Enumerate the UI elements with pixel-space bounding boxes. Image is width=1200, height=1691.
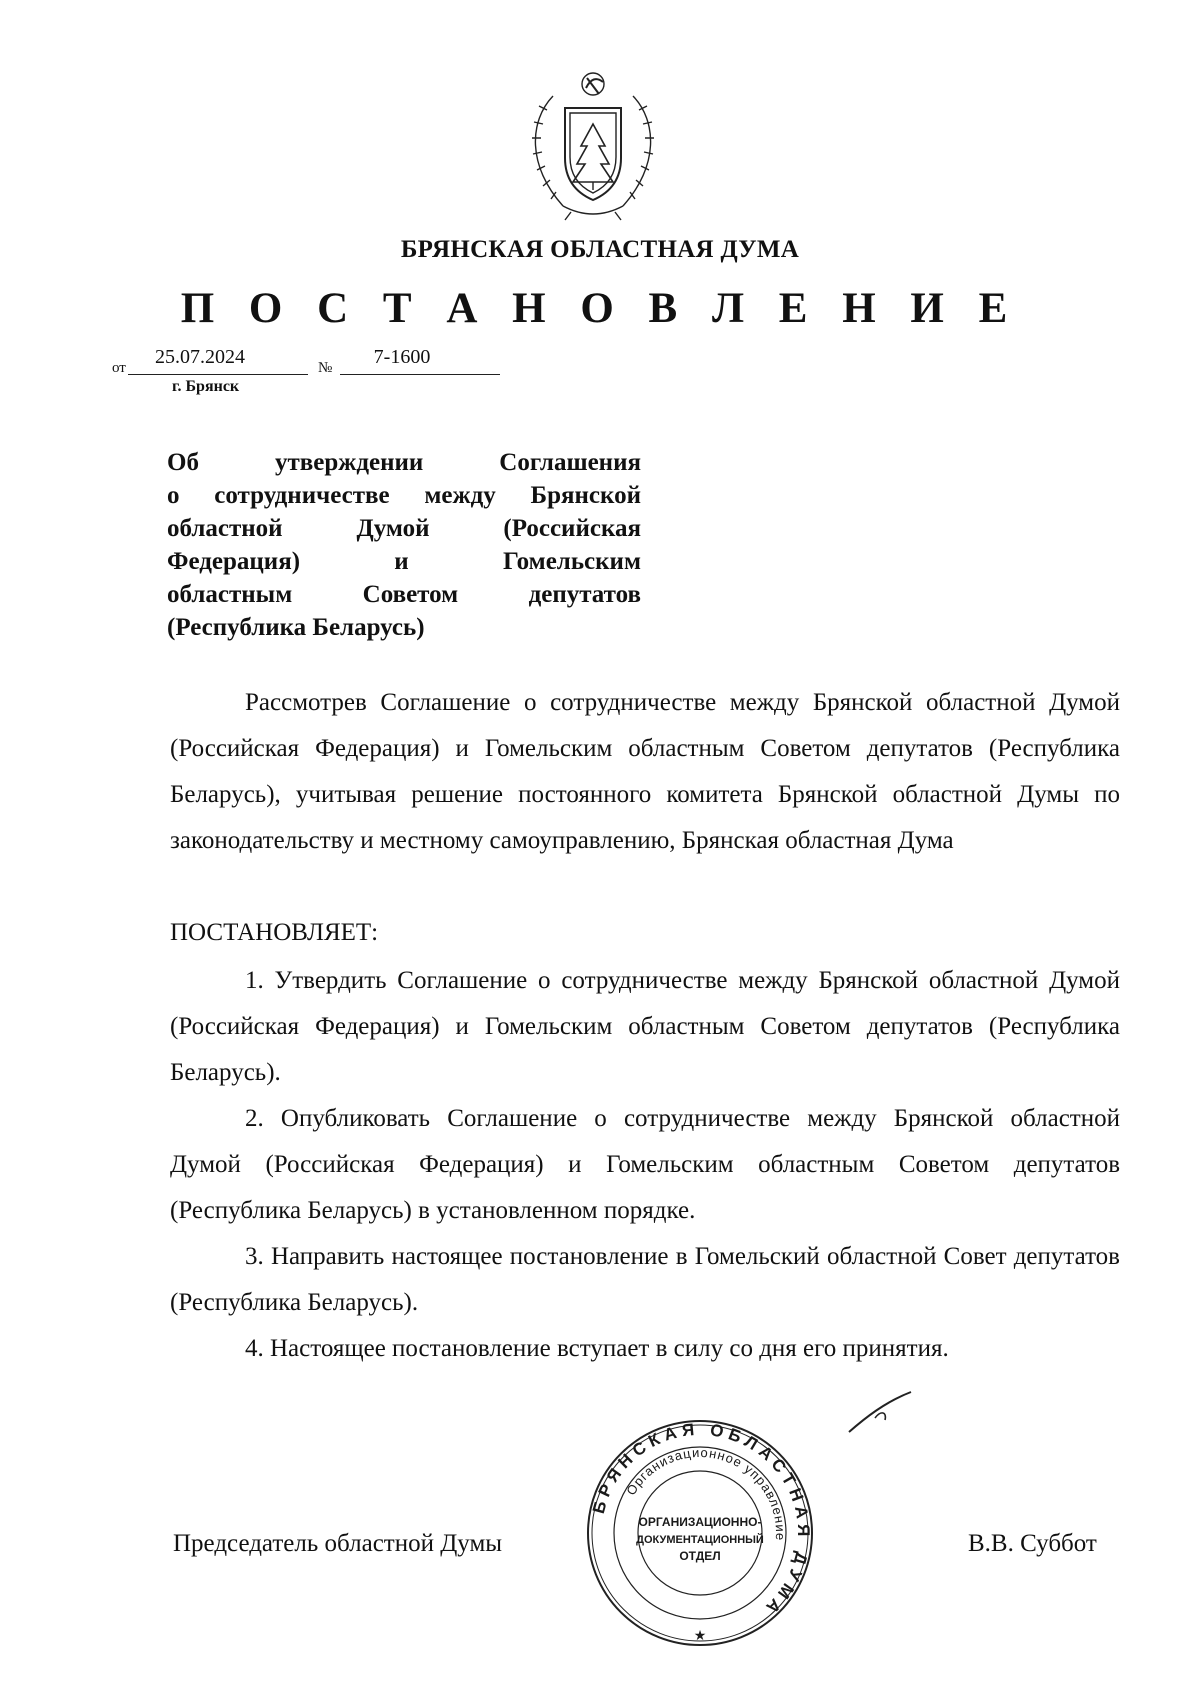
title-line: (Республика Беларусь) bbox=[167, 614, 425, 641]
number-underline bbox=[340, 374, 500, 375]
document-type: П О С Т А Н О В Л Е Н И Е bbox=[180, 285, 1020, 332]
signatory-name: В.В. Суббот bbox=[968, 1530, 1097, 1557]
city: г. Брянск bbox=[172, 378, 240, 395]
title-line: о сотрудничестве между Брянской bbox=[167, 482, 641, 509]
stamp-inner-text: Организационное управление bbox=[623, 1444, 789, 1542]
signature-mark bbox=[845, 1388, 915, 1436]
number-label: № bbox=[318, 360, 333, 376]
resolution-item: 2. Опубликовать Соглашение о сотрудничестве между Брянской областной Думой (Российская Федерация) и Гомельским областным Советом депутатов (Республика Беларусь) в установленном порядке. bbox=[170, 1105, 1120, 1224]
resolves-heading: ПОСТАНОВЛЯЕТ: bbox=[170, 919, 379, 946]
date-label: от bbox=[112, 360, 126, 376]
stamp-center-line: ДОКУМЕНТАЦИОННЫЙ bbox=[636, 1534, 764, 1546]
title-line: Федерация) и Гомельским bbox=[167, 548, 641, 575]
resolution-item: 1. Утвердить Соглашение о сотрудничестве между Брянской областной Думой (Российская Федерация) и Гомельским областным Советом депутатов (Республика Беларусь). bbox=[170, 967, 1120, 1086]
preamble-paragraph: Рассмотрев Соглашение о сотрудничестве между Брянской областной Думой (Российская Федерация) и Гомельским областным Советом депутатов (Республика Беларусь), учитывая решение постоянного комитета Брянской областной Думы по законодательству и местному самоуправлению, Брянская областная Дума bbox=[170, 689, 1120, 854]
signatory-role: Председатель областной Думы bbox=[173, 1530, 503, 1557]
resolution-item: 3. Направить настоящее постановление в Гомельский областной Совет депутатов (Республика Беларусь). bbox=[170, 1243, 1120, 1316]
document-number: 7-1600 bbox=[373, 346, 431, 368]
resolution-items bbox=[170, 958, 1120, 1372]
svg-text:★: ★ bbox=[693, 1629, 707, 1644]
stamp-center-line: ОТДЕЛ bbox=[679, 1549, 721, 1563]
official-stamp-icon bbox=[585, 1418, 815, 1648]
title-line: областным Советом депутатов bbox=[167, 581, 641, 608]
coat-of-arms-icon bbox=[523, 66, 663, 226]
resolution-item: 4. Настоящее постановление вступает в силу со дня его принятия. bbox=[245, 1335, 949, 1362]
stamp-center-line: ОРГАНИЗАЦИОННО- bbox=[638, 1515, 762, 1529]
document-date: 25.07.2024 bbox=[155, 346, 245, 368]
date-underline bbox=[128, 374, 308, 375]
stamp-outer-text: БРЯНСКАЯ ОБЛАСТНАЯ ДУМА bbox=[588, 1419, 814, 1621]
title-line: Об утверждении Соглашения bbox=[167, 449, 641, 476]
document-title bbox=[167, 446, 641, 644]
organization-name: БРЯНСКАЯ ОБЛАСТНАЯ ДУМА bbox=[400, 236, 800, 263]
title-line: областной Думой (Российская bbox=[167, 515, 641, 542]
